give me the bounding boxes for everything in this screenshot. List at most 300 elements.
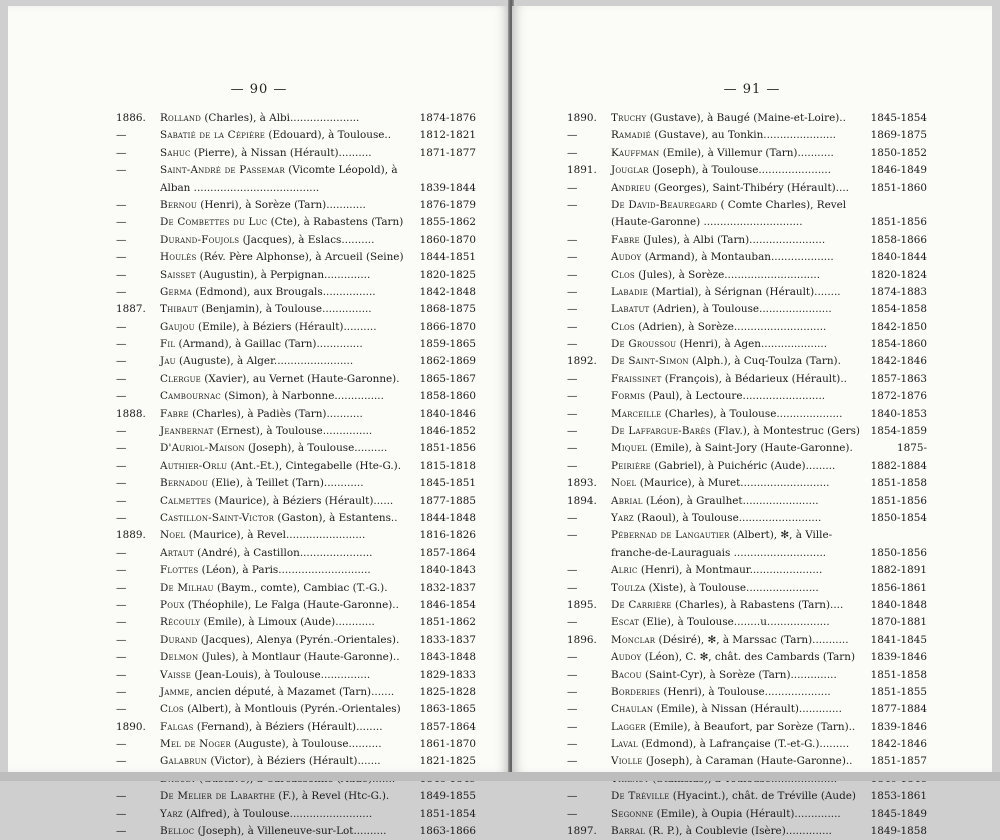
entry-name: Poux [160,598,185,611]
entry-dates: 1843-1848 [419,651,476,664]
entry-text [611,301,832,318]
entry-dates: 1820-1824 [870,268,927,281]
entry-name: Artaut [160,546,194,559]
entry-year: 1897. [567,825,597,838]
entry-year: — [116,477,127,490]
entry-details: (R. P.), à Coublevie (Isère).............. [645,825,832,838]
entry-name: Marceille [611,407,662,420]
entry-year: — [116,564,127,577]
entry-year: — [567,685,578,698]
entry-details: (Auguste), à Alger........................ [175,355,354,368]
entry-text [611,562,822,579]
entry-name: Belloc [160,825,195,838]
entry-details: (Jacques), à Eslacs.......... [239,233,375,246]
entry-name: Violle [611,755,643,768]
entry-year: — [116,511,127,524]
entry-year: — [567,668,578,681]
entry-details: (Emile), à Limoux (Aude)............ [200,616,375,629]
entry-details: (Léon), à Graulhet....................... [642,494,819,507]
entry-dates: 1869-1875 [870,129,927,142]
entry-text [160,788,389,805]
entry-year: 1893. [567,477,597,490]
entry-name: Labatut [611,303,650,316]
list-item [116,319,476,336]
list-item [567,562,927,579]
entry-name: Alric [611,564,638,577]
entry-details: (Paul), à Lectoure......................... [645,390,826,403]
entry-details: (Augustin), à Perpignan.............. [195,268,371,281]
entry-details: (Charles), à Toulouse.................... [661,407,843,420]
entry-text [611,527,832,544]
entry-name: Formis [611,390,646,403]
entry-details: (Auguste), à Toulouse.......... [230,738,382,751]
entry-year: — [116,251,127,264]
list-item [116,336,476,353]
entry-text [611,806,841,823]
entry-details: (Saint-Cyr), à Sorèze (Tarn).............. [641,668,837,681]
entry-name: Jeanbernat [160,425,214,438]
list-item [116,110,476,127]
entry-text [611,823,832,840]
entry-dates: 1851-1856 [870,216,927,229]
entry-text [160,440,387,457]
entry-name: Labadie [611,285,649,298]
list-item [567,423,927,440]
list-item [567,284,927,301]
list-item [567,667,927,684]
entry-dates: 1851-1860 [870,181,927,194]
entry-text [160,753,381,770]
entry-text [611,614,830,631]
entry-details: (Ernest), à Toulouse............... [213,425,373,438]
entry-details: (Hyacint.), chât. de Tréville (Aude) [669,790,856,803]
list-item [116,440,476,457]
entry-details: (Albert), ✻, à Ville- [729,529,833,542]
list-item [116,545,476,562]
entry-name: Mel de Noger [160,738,231,751]
entry-year: 1889. [116,529,146,542]
entry-details: (Maurice), à Béziers (Hérault)...... [211,494,394,507]
entry-name: Clos [611,268,635,281]
list-item [116,284,476,301]
entry-text [611,510,821,527]
entry-dates: 1833-1837 [419,633,476,646]
list-item [116,736,476,753]
entry-dates: 1821-1825 [419,755,476,768]
entry-dates: 1850-1852 [870,146,927,159]
entry-dates: 1840-1853 [870,407,927,420]
entry-name: Laval [611,738,638,751]
entry-dates: 1842-1850 [870,320,927,333]
entry-year: — [567,129,578,142]
entry-year: — [116,825,127,838]
entry-text [611,214,803,231]
entry-details: (Henri), à Montmaur...................... [637,564,823,577]
entry-year: — [567,651,578,664]
entry-year: — [567,285,578,298]
entry-dates: 1820-1825 [419,268,476,281]
entry-text [160,110,359,127]
entry-dates: 1854-1858 [870,303,927,316]
entry-text [611,580,819,597]
entry-text [160,162,398,179]
entry-name: Clos [160,703,184,716]
list-item [567,197,927,214]
list-item [116,580,476,597]
entry-dates: 1858-1866 [870,233,927,246]
entry-details: (Xavier), au Vernet (Haute-Garonne). [200,372,400,385]
entry-details: (Charles), à Albi..................... [201,112,360,124]
entry-name: Durand [160,633,198,646]
entry-text [611,667,837,684]
entry-dates: 1861-1870 [419,738,476,751]
entry-text [611,371,847,388]
entry-name: Bernadou [160,477,209,490]
entry-details: (Charles), à Padiès (Tarn)........... [188,407,363,420]
entry-year: — [567,581,578,594]
list-item [567,267,927,284]
entry-year: 1896. [567,633,597,646]
entry-year: — [116,651,127,664]
list-item [116,510,476,527]
list-item [116,597,476,614]
entry-dates: 1863-1866 [419,825,476,838]
entry-list [116,110,476,840]
entry-details: (François), à Bédarieux (Hérault).. [661,372,847,385]
entry-name: De Combettes du Luc [160,216,268,229]
entry-name: Vaisse [160,668,192,681]
entry-dates: 1846-1854 [419,598,476,611]
list-item [567,527,927,544]
entry-text [160,649,400,666]
entry-details: (Alph.), à Cuq-Toulza (Tarn). [688,355,841,368]
list-item [567,806,927,823]
entry-name: De Laffargue-Barès [611,425,711,438]
entry-text [611,232,825,249]
entry-dates: 1857-1864 [419,546,476,559]
entry-dates: 1866-1870 [419,320,476,333]
entry-details: (Albert), à Montlouis (Pyrén.-Orientales) [183,703,401,716]
entry-dates: 1851-1855 [870,685,927,698]
list-item [567,458,927,475]
entry-name: Bacou [611,668,642,681]
entry-year: — [116,598,127,611]
entry-year: — [567,807,578,820]
entry-name: Fabre [160,407,189,420]
entry-year: — [116,668,127,681]
entry-details: (Xiste), à Toulouse...................... [645,581,819,594]
entry-year: — [116,355,127,368]
entry-details: (Emile), à Beaufort, par Sorèze (Tarn).. [645,720,856,733]
entry-text [611,545,826,562]
entry-name: Récouly [160,616,201,629]
entry-details: (Théophile), Le Falga (Haute-Garonne).. [184,598,399,611]
left-page [8,6,510,838]
entry-text [611,458,835,475]
entry-name: De Carrière [611,598,672,611]
entry-text [611,145,834,162]
entry-year: 1894. [567,494,597,507]
entry-name: De David-Beauregard [611,198,718,211]
entry-text [160,562,371,579]
list-item [116,214,476,231]
entry-dates: 1882-1884 [870,459,927,472]
entry-year: — [116,442,127,455]
entry-name: Durand-Foujols [160,233,240,246]
entry-details: (Edouard), à Toulouse.. [265,129,392,142]
entry-details: (Fernand), à Béziers (Hérault)........ [193,720,383,733]
entry-text [611,632,849,649]
page-bottom-edge [0,772,1000,781]
entry-name: Galabrun [160,755,208,768]
entry-text [160,371,400,388]
entry-details: (Elie), à Toulouse........u................... [639,616,830,629]
entry-dates: 1877-1885 [419,494,476,507]
list-item [116,162,476,179]
entry-dates: 1851-1856 [870,494,927,507]
list-item [567,371,927,388]
entry-details: (Haute-Garonne) .............................. [611,216,803,229]
entry-details: (Henri), à Agen.................... [676,338,828,351]
entry-name: Sabatié de la Cépière [160,129,266,142]
entry-dates: 1868-1875 [419,303,476,316]
entry-dates: 1854-1860 [870,338,927,351]
entry-year: — [116,755,127,768]
entry-year: — [116,129,127,142]
entry-dates: 1851-1862 [419,616,476,629]
entry-name: De Groussou [611,338,677,351]
entry-details: (Jules), à Albi (Tarn)....................... [639,233,826,246]
entry-details: (Armand), à Gaillac (Tarn).............. [175,338,363,351]
list-item [567,649,927,666]
list-item [116,406,476,423]
entry-details: (Pierre), à Nissan (Hérault).......... [190,146,372,159]
entry-details: (Gaston), à Estantens.. [274,511,398,524]
entry-year: — [116,164,127,177]
entry-year: — [116,685,127,698]
list-item [567,597,927,614]
entry-details: (Elie), à Teillet (Tarn)............ [208,477,364,490]
entry-dates: 1859-1865 [419,338,476,351]
entry-year: — [567,616,578,629]
entry-details: (Jules), à Montlaur (Haute-Garonne).. [198,651,400,664]
entry-text [160,232,374,249]
entry-year: — [567,268,578,281]
list-item [567,388,927,405]
entry-text [160,614,375,631]
list-item [116,701,476,718]
entry-details: (Emile), à Nissan (Hérault)............. [653,703,842,716]
entry-name: Jouglar [611,164,649,177]
entry-text [160,510,398,527]
entry-name: Noel [160,529,186,542]
entry-text [160,580,388,597]
entry-text [160,336,363,353]
entry-details: ( Comte Charles), Revel [717,198,847,211]
entry-name: Fabre [611,233,640,246]
list-item [567,823,927,840]
entry-dates: 1840-1848 [870,598,927,611]
entry-text [160,214,403,231]
entry-details: (Vicomte Léopold), à [284,164,398,177]
entry-name: Chaulan [611,703,654,716]
right-page [512,6,992,838]
list-item [567,684,927,701]
entry-details: (Joseph), à Villeneuve-sur-Lot.......... [194,825,387,838]
list-item [567,353,927,370]
entry-details: (Gabriel), à Puichéric (Aude)......... [651,459,836,472]
entry-name: Audoy [611,251,642,264]
entry-details: (Henri), à Toulouse.................... [660,685,831,698]
entry-name: Houlès [160,251,197,264]
entry-dates: 1840-1843 [419,564,476,577]
entry-name: Abrial [611,494,643,507]
list-item [116,632,476,649]
entry-name: Castillon-Saint-Victor [160,511,275,524]
list-item [116,301,476,318]
entry-dates: 1882-1891 [870,564,927,577]
entry-details: (Emile), à Béziers (Hérault).......... [194,320,377,333]
entry-year: — [567,372,578,385]
entry-name: Authier-Orlu [160,459,228,472]
entry-dates: 1850-1856 [870,546,927,559]
entry-details: (Rév. Père Alphonse), à Arcueil (Seine) [196,251,404,264]
entry-year: — [116,581,127,594]
list-item [567,301,927,318]
entry-dates: 1853-1861 [870,790,927,803]
list-item [567,440,927,457]
list-item [567,406,927,423]
entry-dates: 1812-1821 [419,129,476,142]
entry-details: (Joseph), à Toulouse.......... [244,442,388,455]
entry-text [611,267,820,284]
entry-name: Toulza [611,581,646,594]
entry-text [611,719,855,736]
entry-text [160,684,394,701]
entry-name: De Saint-Simon [611,355,689,368]
entry-dates: 1846-1849 [870,164,927,177]
entry-details: (Jean-Louis), à Toulouse............... [191,668,371,681]
entry-text [160,267,370,284]
entry-text [160,493,393,510]
entry-name: De Milhau [160,581,214,594]
entry-details: (Emile), à Villemur (Tarn)........... [659,146,834,159]
entry-dates: 1851-1854 [419,807,476,820]
entry-year: — [116,546,127,559]
entry-dates: 1860-1870 [419,233,476,246]
entry-name: Falgas [160,720,194,733]
entry-dates: 1839-1846 [870,720,927,733]
list-item [567,249,927,266]
list-item [116,806,476,823]
entry-text [611,319,826,336]
entry-text [611,406,842,423]
list-item [116,388,476,405]
entry-dates: 1832-1837 [419,581,476,594]
list-item [116,614,476,631]
entry-details: (Georges), Saint-Thibéry (Hérault).... [650,181,849,194]
entry-text [611,336,827,353]
entry-year: — [567,233,578,246]
entry-name: Barral [611,825,646,838]
entry-dates: 1874-1883 [870,285,927,298]
entry-dates: 1856-1861 [870,581,927,594]
entry-year: — [567,564,578,577]
entry-year: — [567,442,578,455]
entry-name: Truchy [611,112,647,124]
entry-name: Segonne [611,807,654,820]
list-item [567,719,927,736]
entry-text [611,475,830,492]
entry-year: — [567,181,578,194]
entry-dates: 1825-1828 [419,685,476,698]
list-item [567,510,927,527]
entry-details: (Désiré), ✻, à Marssac (Tarn)........... [655,633,849,646]
entry-year: — [116,633,127,646]
entry-details: (Armand), à Montauban................... [641,251,834,264]
entry-dates: 1842-1846 [870,738,927,751]
list-item [116,667,476,684]
entry-year: 1888. [116,407,146,420]
entry-text [611,701,842,718]
entry-dates: 1854-1859 [870,425,927,438]
list-item [116,249,476,266]
list-item [116,649,476,666]
entry-dates: 1839-1846 [870,651,927,664]
list-item [567,475,927,492]
entry-details: (Joseph), à Toulouse...................... [648,164,832,177]
entry-text [160,719,383,736]
entry-text [160,806,372,823]
entry-year: — [116,233,127,246]
list-item [567,127,927,144]
entry-year: — [116,320,127,333]
entry-year: — [116,390,127,403]
entry-dates: 1846-1852 [419,425,476,438]
entry-year: 1887. [116,303,146,316]
entry-year: — [116,338,127,351]
entry-dates: 1845-1849 [870,807,927,820]
entry-dates: 1857-1863 [870,372,927,385]
entry-year: 1891. [567,164,597,177]
entry-details: (Gustave), au Tonkin...................... [651,129,836,142]
entry-details: (Edmond), aux Brougals................ [191,285,376,298]
entry-details: (Maurice), à Muret........................... [636,477,830,490]
entry-text [160,736,382,753]
entry-year: 1892. [567,355,597,368]
entry-name: Calmettes [160,494,212,507]
list-item [116,475,476,492]
list-item [567,580,927,597]
entry-details: (Jules), à Sorèze............................. [634,268,821,281]
entry-year: — [567,720,578,733]
list-item [567,736,927,753]
entry-dates: 1876-1879 [419,198,476,211]
entry-dates: 1865-1867 [419,372,476,385]
entry-year: — [567,251,578,264]
entry-name: Borderies [611,685,661,698]
entry-text [611,423,860,440]
entry-name: Flottes [160,564,199,577]
entry-text [160,475,364,492]
entry-name: Saisset [160,268,196,281]
entry-year: — [116,146,127,159]
entry-year: 1895. [567,598,597,611]
entry-name: D'Auriol-Maison [160,442,245,455]
entry-name: Andrieu [611,181,651,194]
entry-text [611,127,836,144]
entry-year: — [567,407,578,420]
